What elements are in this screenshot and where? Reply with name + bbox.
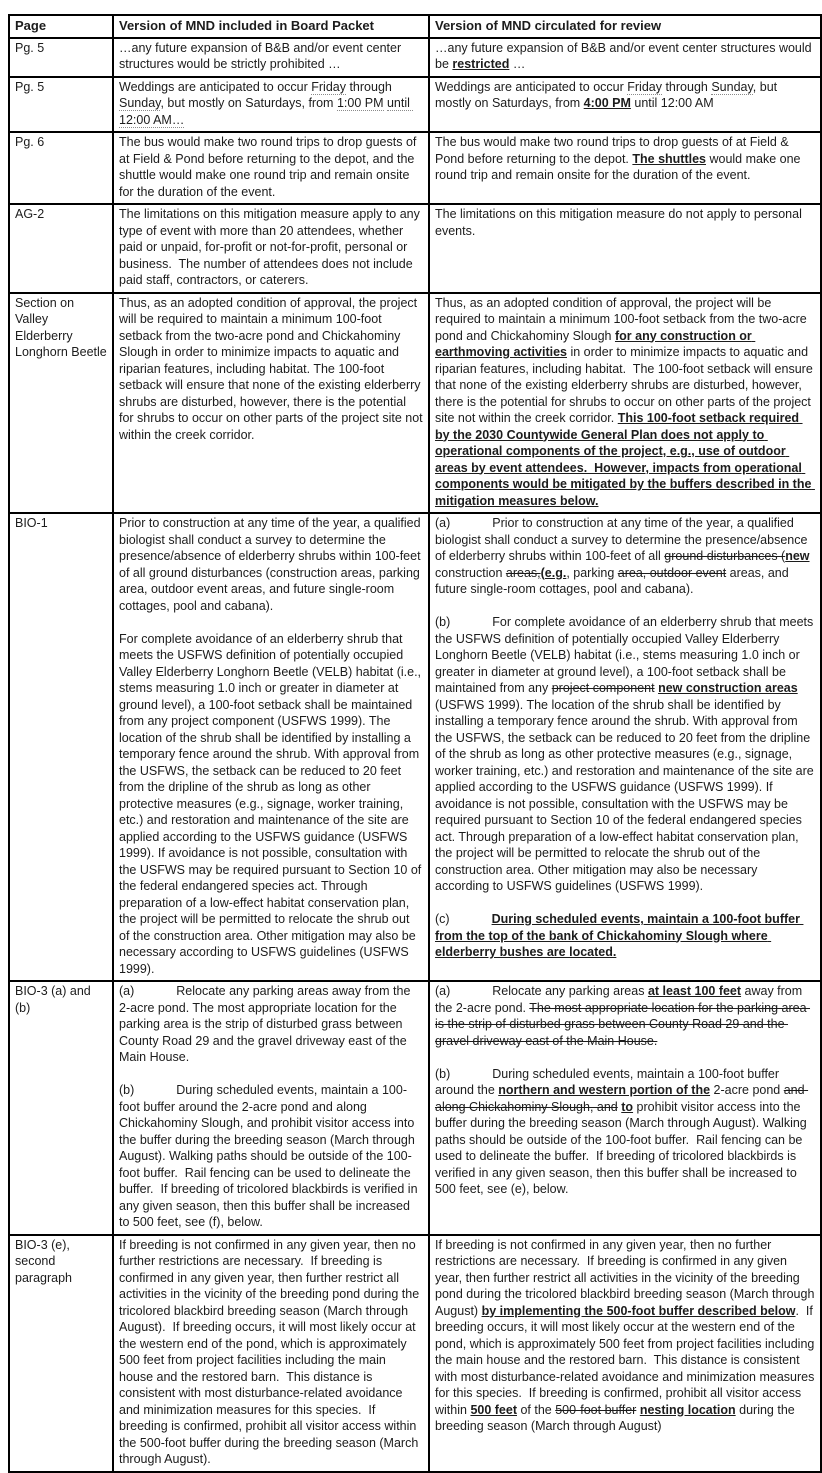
text-run: project component (551, 681, 655, 695)
page-cell: Pg. 5 (9, 38, 113, 77)
text-run: prohibit visitor access into the buffer during the breeding season (March through August). Walking paths should be outside of the 100-foot buffer. Rail fencing can be used to delineate the buffer. If breeding of tricolored blackbirds is verified in any given season, then this buffer shall be increased to 500 feet, see (e), below. (435, 1099, 811, 1196)
text-run: … (509, 57, 526, 71)
text-run: during the breeding season (March through August) (435, 1402, 799, 1433)
text-run: by implementing the 500-foot buffer described below (481, 1303, 796, 1318)
text-run: until 12:00 AM… (119, 96, 414, 127)
page-cell: Pg. 5 (9, 77, 113, 133)
text-run: ground disturbances ( (664, 549, 786, 563)
table-header-row (9, 15, 821, 38)
cell-paragraph (119, 79, 423, 129)
cell-paragraph (119, 1082, 423, 1231)
text-run: During scheduled events, maintain a 100-foot buffer around the (435, 1066, 783, 1097)
board-packet-cell (113, 77, 429, 133)
text-run: of the (517, 1402, 556, 1417)
cell-paragraph (119, 1237, 423, 1468)
text-run: to (621, 1099, 634, 1114)
board-packet-cell (113, 981, 429, 1235)
text-run: (a) (435, 984, 451, 998)
table-row (9, 293, 821, 514)
circulated-review-cell (429, 293, 821, 514)
text-run: Weddings are anticipated to occur (119, 79, 312, 94)
board-packet-cell (113, 38, 429, 77)
column-header-page: Page (9, 15, 113, 38)
text-run: 2-acre pond (710, 1083, 784, 1097)
cell-paragraph (435, 515, 815, 598)
table-row (9, 1235, 821, 1472)
cell-paragraph (435, 614, 818, 895)
cell-paragraph (435, 1066, 815, 1198)
text-run: . If breeding occurs, it will most likely occur at the western end of the pond, which is approximately 500 feet from project facilities including the main house and the restored barn. This distance is consistent with most disturbance-related avoidance and minimization measures for this species. If breeding is confirmed, prohibit all visitor access within (435, 1303, 818, 1417)
table-row (9, 38, 821, 77)
text-run: new (785, 549, 810, 563)
cell-paragraph (435, 295, 815, 510)
text-run: For complete avoidance of an elderberry shrub that meets the USFWS definition of potentially occupied Valley Elderberry Longhorn Beetle (VELB) habitat (i.e., stems measuring 1.0 inch or greater in diameter at ground level), a 100-foot setback shall be maintained from any (435, 615, 817, 695)
column-header-board-packet: Version of MND included in Board Packet (113, 15, 429, 38)
text-run: Friday (627, 79, 662, 94)
circulated-review-cell (429, 132, 821, 204)
page-cell: AG-2 (9, 204, 113, 293)
text-run: (c) (435, 912, 450, 926)
text-run: The shuttles (632, 151, 706, 166)
text-run: If breeding is not confirmed in any given year, then no further restrictions are necessary. If breeding is confirmed in any given year, then further restrict all activities in the vicinity of the breeding pond during the tricolored blackbird breeding season (March through August). If breeding occurs, it will most likely occur at the western end of the pond, which is approximately 500 feet from project facilities including the main house and the restored barn. This distance is consistent with most disturbance-related avoidance and minimization measures for this species. If breeding is confirmed, prohibit all visitor access within the 500-foot buffer during the breeding season (March through August). (119, 1237, 423, 1466)
table-row (9, 981, 821, 1235)
text-run: …any future expansion of B&B and/or event center structures would be strictly prohibited … (119, 40, 405, 71)
circulated-review-cell (429, 77, 821, 133)
cell-paragraph (119, 983, 423, 1066)
text-run: through (661, 79, 712, 94)
cell-paragraph (435, 206, 815, 239)
table-row (9, 513, 821, 981)
board-packet-cell (113, 204, 429, 293)
text-run: would make one round trip and remain onsite for the duration of the event. (435, 151, 804, 182)
text-run: new construction areas (658, 681, 798, 695)
text-run: 1:00 PM (336, 96, 384, 110)
text-run: area, outdoor event (617, 565, 727, 580)
text-run: The bus would make two round trips to drop guests of at Field & Pond before returning to the depot, and the shuttle would make one round trip and remain onsite for the duration of the event. (119, 135, 420, 199)
cell-paragraph (435, 79, 815, 112)
text-run: (b) (435, 615, 451, 629)
cell-paragraph (119, 631, 423, 978)
text-run: Sunday (119, 96, 161, 110)
text-run: away from the 2-acre pond. (435, 984, 806, 1015)
board-packet-cell (113, 513, 429, 981)
text-run: (a) (435, 516, 451, 530)
text-run: Prior to construction at any time of the year, a qualified biologist shall conduct a survey to determine the presence/absence of elderberry shrubs within 100-feet of all ground disturbances (construction areas, parking area, outdoor event areas, and future single-room cottages, pool and cabana). (119, 516, 425, 613)
text-run: Relocate any parking areas (492, 984, 648, 998)
text-run: Sunday (711, 79, 753, 94)
text-run: Thus, as an adopted condition of approval, the project will be required to maintain a minimum 100-foot setback from the two-acre pond and Chickahominy Slough in order to minimize impacts to aquatic and riparian features, including habitat. The 100-foot setback will ensure that none of the existing elderberry shrubs are disturbed, however, there is the potential for shrubs to occur on other parts of the project site not within the creek corridor. (119, 295, 427, 442)
text-run: Prior to construction at any time of the year, a qualified biologist shall conduct a survey to determine the presence/absence of elderberry shrubs within 100-feet of all (435, 516, 811, 563)
cell-paragraph (119, 295, 427, 444)
text-run: restricted (452, 57, 510, 71)
cell-paragraph (435, 1237, 818, 1435)
text-run: 500-foot buffer (555, 1402, 637, 1417)
page-cell: BIO-3 (e), second paragraph (9, 1235, 113, 1472)
text-run: construction (435, 549, 813, 580)
text-run: If breeding is not confirmed in any given year, then no further restrictions are necessary. If breeding is confirmed in any given year, then further restrict all activities in the vicinity of the breeding pond during the tricolored blackbird breeding season (March through August) (435, 1237, 818, 1318)
cell-paragraph (119, 515, 423, 614)
text-run: Relocate any parking areas away from the 2-acre pond. The most appropriate location for the parking area is the strip of disturbed grass between County Road 29 and the gravel driveway east of the Main House. (119, 984, 414, 1064)
text-run: 4:00 PM (583, 96, 631, 110)
mnd-comparison-table (8, 14, 822, 1473)
text-run: , parking (566, 565, 618, 580)
text-run: areas, (505, 565, 541, 580)
text-run: at least 100 feet (647, 984, 742, 998)
circulated-review-cell (429, 38, 821, 77)
text-run: areas, and future single-room cottages, pool and cabana). (435, 565, 793, 596)
cell-paragraph (435, 911, 815, 961)
text-run: nesting location (639, 1402, 736, 1417)
cell-paragraph (119, 206, 423, 289)
text-run: in order to minimize impacts to aquatic and riparian features, including habitat. The 100-foot setback will ensure that none of the existing elderberry shrubs are disturbed, however, there is the potential for shrubs to occur on other parts of the project site not within the creek corridor. (435, 345, 817, 425)
text-run: Weddings are anticipated to occur (435, 79, 628, 94)
cell-paragraph (435, 134, 815, 184)
table-row (9, 132, 821, 204)
text-run: , but mostly on Saturdays, from (435, 79, 781, 110)
text-run: …any future expansion of B&B and/or event center structures would be (435, 40, 816, 71)
text-run: The limitations on this mitigation measure apply to any type of event with more than 20 attendees, whether paid or unpaid, for-profit or not-for-profit, personal or business. The number of attendees does not include paid staff, contractors, or caterers. (119, 207, 424, 287)
cell-paragraph (119, 40, 423, 73)
table-body (9, 38, 821, 1472)
circulated-review-cell (429, 1235, 821, 1472)
text-run: This 100-foot setback required by the 2030 Countywide General Plan does not apply to operational components of the project, e.g., use of outdoor areas by event attendees. However, impacts from operational components would be mitigated by the buffers described in the mitigation measures below. (435, 411, 815, 508)
circulated-review-cell (429, 981, 821, 1235)
text-run: The bus would make two round trips to drop guests of at Field & Pond before returning to the depot. (435, 135, 793, 166)
circulated-review-cell (429, 513, 821, 981)
board-packet-cell (113, 293, 429, 514)
text-run: , but mostly on Saturdays, from (160, 96, 337, 110)
text-run: Friday (311, 79, 346, 94)
table-row (9, 204, 821, 293)
circulated-review-cell (429, 204, 821, 293)
text-run: (b) (435, 1066, 451, 1081)
page-cell: BIO-1 (9, 513, 113, 981)
text-run: The most appropriate location for the parking area is the strip of disturbed grass between County Road 29 and the gravel driveway east of the Main House. (435, 1000, 811, 1048)
column-header-circulated-review: Version of MND circulated for review (429, 15, 821, 38)
cell-paragraph (435, 983, 815, 1049)
board-packet-cell (113, 132, 429, 204)
table-row (9, 77, 821, 133)
page-cell: BIO-3 (a) and (b) (9, 981, 113, 1235)
text-run: and along Chickahominy Slough, and (435, 1083, 809, 1114)
text-run: During scheduled events, maintain a 100-foot buffer around the 2-acre pond and along Chickahominy Slough, and prohibit visitor access into the buffer during the breeding season (March through August). Walking paths should be outside of the 100-foot buffer. Rail fencing can be used to delineate the buffer. If breeding of tricolored blackbirds is verified in any given season, then this buffer shall be increased to 500 feet, see (f), below. (119, 1083, 422, 1229)
cell-paragraph (119, 134, 423, 200)
text-run: (b) (119, 1083, 135, 1097)
text-run: For complete avoidance of an elderberry shrub that meets the USFWS definition of potentially occupied Valley Elderberry Longhorn Beetle (VELB) habitat (i.e., stems measuring 1.0 inch or greater in diameter at ground level), a 100-foot setback shall be maintained from any project component (USFWS 1999). The location of the shrub shall be identified by installing a temporary fence around the shrub. With approval from the USFWS, the setback can be reduced to 20 feet from the dripline of the shrub as long as other protective measures (e.g., signage, worker training, etc.) and restoration and maintenance of the site are applied according to the USFWS guidance (USFWS 1999). If avoidance is not possible, consultation with the USFWS may be required pursuant to Section 10 of the federal endangered species act. Through preparation of a low-effect habitat conservation plan, the project will be permitted to relocate the shrub out of the construction area. Other mitigation may also be necessary according to USFWS guidelines (USFWS 1999). (119, 631, 425, 976)
text-run: Thus, as an adopted condition of approval, the project will be required to maintain a minimum 100-foot setback from the two-acre pond and Chickahominy Slough (435, 295, 811, 343)
text-run: northern and western portion of the (498, 1083, 711, 1097)
text-run: The limitations on this mitigation measure do not apply to personal events. (435, 207, 806, 238)
text-run: During scheduled events, maintain a 100-foot buffer from the top of the bank of Chickahominy Slough where elderberry bushes are located. (435, 912, 804, 959)
text-run: (USFWS 1999). The location of the shrub shall be identified by installing a temporary fence around the shrub. With approval from the USFWS, the setback can be reduced to 20 feet from the dripline of the shrub as long as other protective measures (e.g., signage, worker training, etc.) and restoration and maintenance of the site are applied according to the USFWS guidance (USFWS 1999). If avoidance is not possible, consultation with the USFWS may be required pursuant to Section 10 of the federal endangered species act. Through preparation of a low-effect habitat conservation plan, the project will be permitted to relocate the shrub out of the construction area. Other mitigation may also be necessary according to USFWS guidelines (USFWS 1999). (435, 681, 818, 893)
board-packet-cell (113, 1235, 429, 1472)
text-run: 500 feet (470, 1402, 517, 1417)
text-run: for any construction or earthmoving activities (435, 328, 756, 359)
cell-paragraph (435, 40, 815, 73)
text-run: until 12:00 AM (630, 96, 714, 110)
page-cell: Pg. 6 (9, 132, 113, 204)
text-run: through (345, 79, 396, 94)
page-cell: Section on Valley Elderberry Longhorn Beetle (9, 293, 113, 514)
text-run: (e.g. (540, 565, 567, 580)
text-run: (a) (119, 984, 135, 998)
